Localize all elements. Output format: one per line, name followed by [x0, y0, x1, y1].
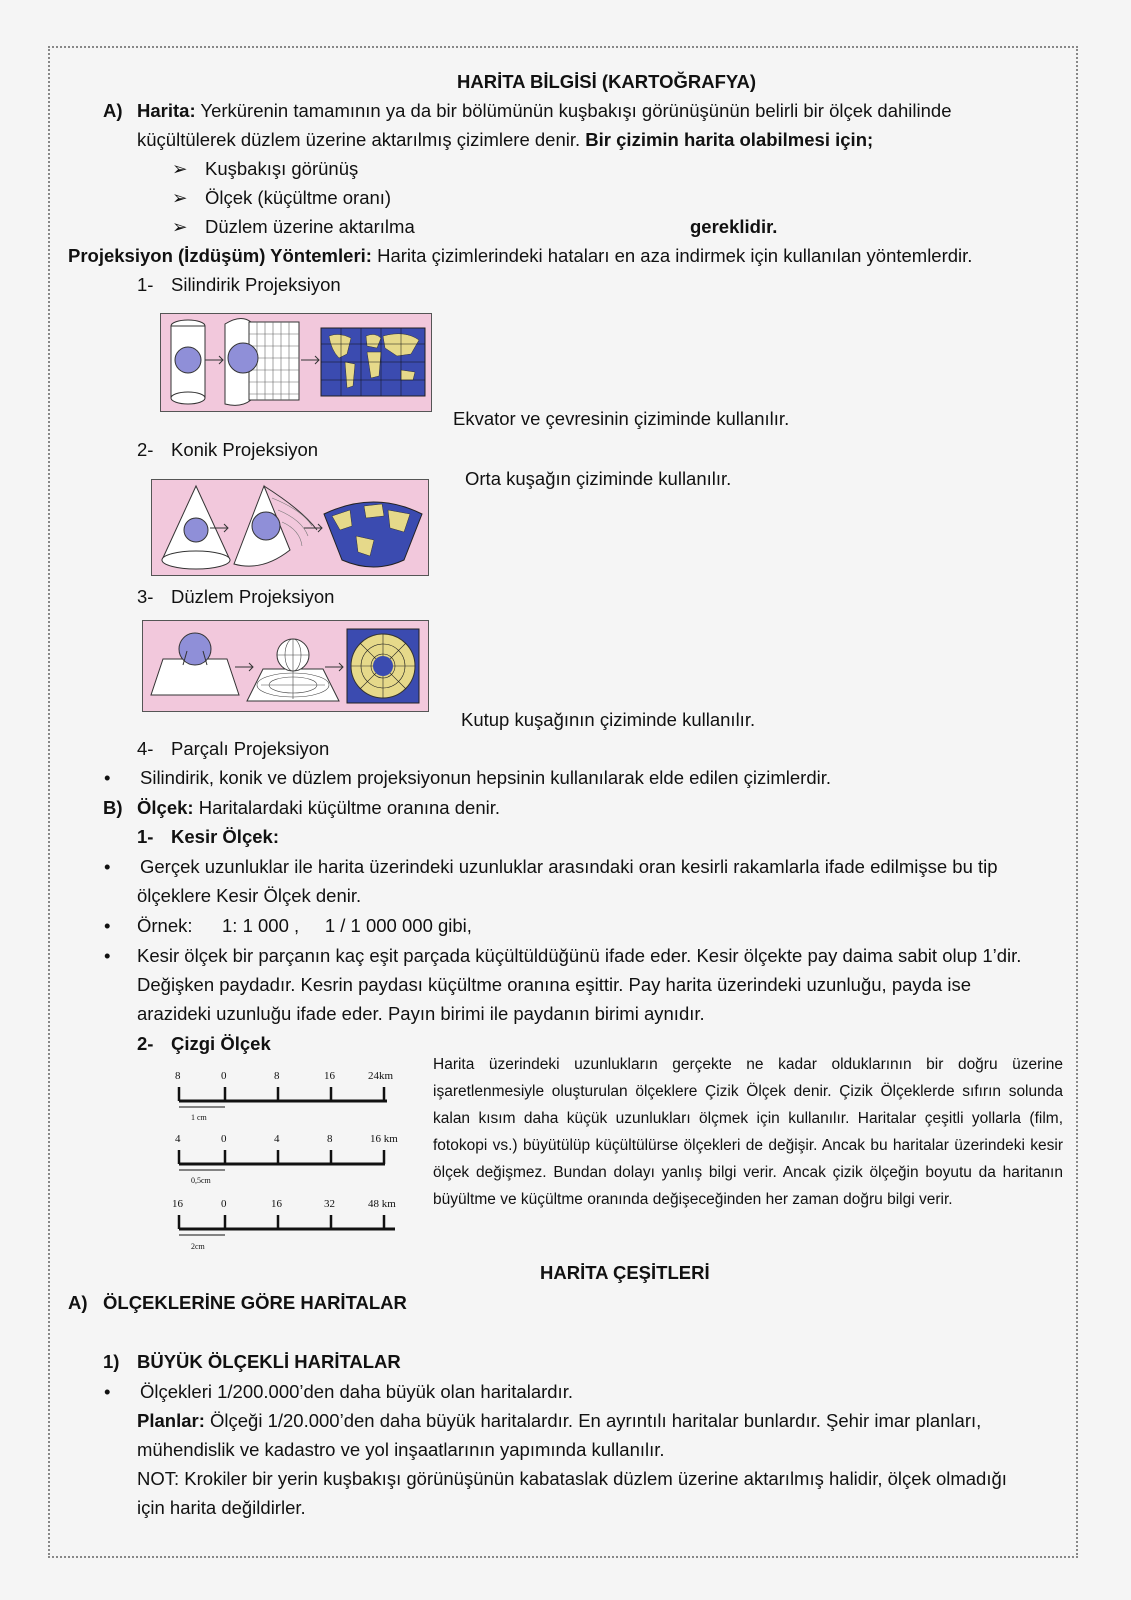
- line-scale-title: Çizgi Ölçek: [171, 1033, 271, 1054]
- line-scale-description: Harita üzerindeki uzunlukların gerçekte ne kadar olduklarının bir doğru üzerine işaretlenmesiyle oluşturulan ölçeklere Çizik Ölçek denir. Çizik Ölçeklerde sıfırın solunda kalan kısım daha küçük uzunlukları ölçmek için kullanılır. Haritalar çeşitli yollarla (film, fotokopi vs.) büyütülüp küçültülürse ölçekleri de değişir. Ancak bu haritalar üzerindeki kesir ölçek değişmez. Bundan dolayı yanlış bilgi verir. Ancak çizik ölçeğin boyutu da haritanın büyültme ve küçültme oranında değişeceğinden her zaman doğru bilgi verir.: [433, 1056, 1063, 1208]
- large-scale-number: 1): [103, 1351, 120, 1372]
- projection-1-number: 1-: [137, 274, 154, 295]
- scale-bar-1: [165, 1063, 415, 1123]
- condition-item: Düzlem üzerine aktarılma: [205, 216, 415, 237]
- tick-label: 48 km: [368, 1198, 396, 1210]
- large-scale-definition: Ölçekleri 1/200.000’den daha büyük olan haritalardır.: [140, 1381, 573, 1402]
- tick-label: 16: [271, 1198, 282, 1210]
- line-scale-number: 2-: [137, 1033, 154, 1054]
- plans-definition-line1: Planlar: Ölçeği 1/20.000’den daha büyük haritalardır. En ayrıntılı haritalar bunlardır. Şehir imar planları,: [137, 1410, 982, 1431]
- fraction-scale-text-line2: ölçeklere Kesir Ölçek denir.: [137, 885, 362, 906]
- scale-bar-2: [165, 1126, 415, 1186]
- projection-3-name: Düzlem Projeksiyon: [171, 586, 335, 607]
- projection-4-number: 4-: [137, 738, 154, 759]
- conic-projection-figure: [151, 479, 429, 576]
- scale-based-maps-heading: ÖLÇEKLERİNE GÖRE HARİTALAR: [103, 1292, 407, 1313]
- projection-4-name: Parçalı Projeksiyon: [171, 738, 330, 759]
- map-types-title: HARİTA ÇEŞİTLERİ: [540, 1262, 710, 1283]
- projection-2-usage: Orta kuşağın çiziminde kullanılır.: [465, 468, 732, 489]
- fraction-scale-explanation-line1: Kesir ölçek bir parçanın kaç eşit parçada küçültüldüğünü ifade eder. Kesir ölçekte pay daima sabit olup 1’dir.: [137, 945, 1022, 966]
- tick-label: 0: [221, 1198, 227, 1210]
- section-b-letter: B): [103, 797, 123, 818]
- projection-1-name: Silindirik Projeksiyon: [171, 274, 341, 295]
- fraction-scale-explanation-line3: arazideki uzunluğu ifade eder. Payın birimi ile paydanın birimi aynıdır.: [137, 1003, 705, 1024]
- projection-2-number: 2-: [137, 439, 154, 460]
- arrow-icon: ➢: [172, 158, 188, 179]
- line-scale-figure: [165, 1063, 415, 1258]
- unit-label: 0,5cm: [191, 1176, 211, 1185]
- note-line2: için harita değildirler.: [137, 1497, 306, 1518]
- plane-projection-figure: [142, 620, 429, 712]
- bullet-icon: •: [104, 915, 111, 936]
- projection-1-usage: Ekvator ve çevresinin çiziminde kullanılır.: [453, 408, 790, 429]
- tick-label: 8: [327, 1133, 333, 1145]
- fraction-scale-explanation-line2: Değişken paydadır. Kesrin paydası küçültme oranına eşittir. Pay harita üzerindeki uzunluğu, payda ise: [137, 974, 972, 995]
- condition-item: Ölçek (küçültme oranı): [205, 187, 392, 208]
- large-scale-maps-heading: BÜYÜK ÖLÇEKLİ HARİTALAR: [137, 1351, 401, 1372]
- projection-intro: Projeksiyon (İzdüşüm) Yöntemleri: Harita çizimlerindeki hataları en aza indirmek için kullanılan yöntemlerdir.: [68, 245, 973, 266]
- projection-2-name: Konik Projeksiyon: [171, 439, 319, 460]
- tick-label: 8: [175, 1070, 181, 1082]
- projection-3-usage: Kutup kuşağının çiziminde kullanılır.: [461, 709, 756, 730]
- tick-label: 8: [274, 1070, 280, 1082]
- tick-label: 16 km: [370, 1133, 398, 1145]
- bullet-icon: •: [104, 945, 111, 966]
- plans-definition-line2: mühendislik ve kadastro ve yol inşaatlarının yapımında kullanılır.: [137, 1439, 665, 1460]
- required-note: gereklidir.: [690, 216, 778, 237]
- fraction-scale-title: Kesir Ölçek:: [171, 826, 279, 847]
- fraction-scale-text-line1: Gerçek uzunluklar ile harita üzerindeki uzunluklar arasındaki oran kesirli rakamlarla ifade edilmişse bu tip: [140, 856, 998, 877]
- tick-label: 32: [324, 1198, 335, 1210]
- tick-label: 16: [172, 1198, 183, 1210]
- tick-label: 4: [175, 1133, 181, 1145]
- arrow-icon: ➢: [172, 216, 188, 237]
- tick-label: 4: [274, 1133, 280, 1145]
- harita-definition-line1: Harita: Yerkürenin tamamının ya da bir bölümünün kuşbakışı görünüşünün belirli bir ölçek dahilinde: [137, 100, 952, 121]
- harita-definition-line2: küçültülerek düzlem üzerine aktarılmış çizimlere denir. Bir çizimin harita olabilmesi için;: [137, 129, 874, 150]
- section-a-letter: A): [103, 100, 123, 121]
- condition-item: Kuşbakışı görünüş: [205, 158, 359, 179]
- cylindrical-projection-figure: [160, 313, 432, 412]
- unit-label: 1 cm: [191, 1113, 207, 1122]
- scale-definition: Ölçek: Haritalardaki küçültme oranına denir.: [137, 797, 500, 818]
- scale-bar-3: [165, 1191, 415, 1253]
- page-title: HARİTA BİLGİSİ (KARTOĞRAFYA): [457, 71, 757, 92]
- bullet-icon: •: [104, 767, 111, 788]
- bullet-icon: •: [104, 856, 111, 877]
- unit-label: 2cm: [191, 1242, 205, 1251]
- bullet-icon: •: [104, 1381, 111, 1402]
- tick-label: 0: [221, 1133, 227, 1145]
- tick-label: 16: [324, 1070, 335, 1082]
- projection-3-number: 3-: [137, 586, 154, 607]
- example-label: Örnek:: [137, 915, 193, 936]
- fraction-scale-number: 1-: [137, 826, 154, 847]
- note-line1: NOT: Krokiler bir yerin kuşbakışı görünüşünün kabataslak düzlem üzerine aktarılmış halidir, ölçek olmadığı: [137, 1468, 1007, 1489]
- example-values: 1: 1 000 , 1 / 1 000 000 gibi,: [222, 915, 472, 936]
- tick-label: 0: [221, 1070, 227, 1082]
- projection-4-description: Silindirik, konik ve düzlem projeksiyonun hepsinin kullanılarak elde edilen çizimlerdir.: [140, 767, 832, 788]
- tick-label: 24km: [368, 1070, 394, 1082]
- section-a2-letter: A): [68, 1292, 88, 1313]
- arrow-icon: ➢: [172, 187, 188, 208]
